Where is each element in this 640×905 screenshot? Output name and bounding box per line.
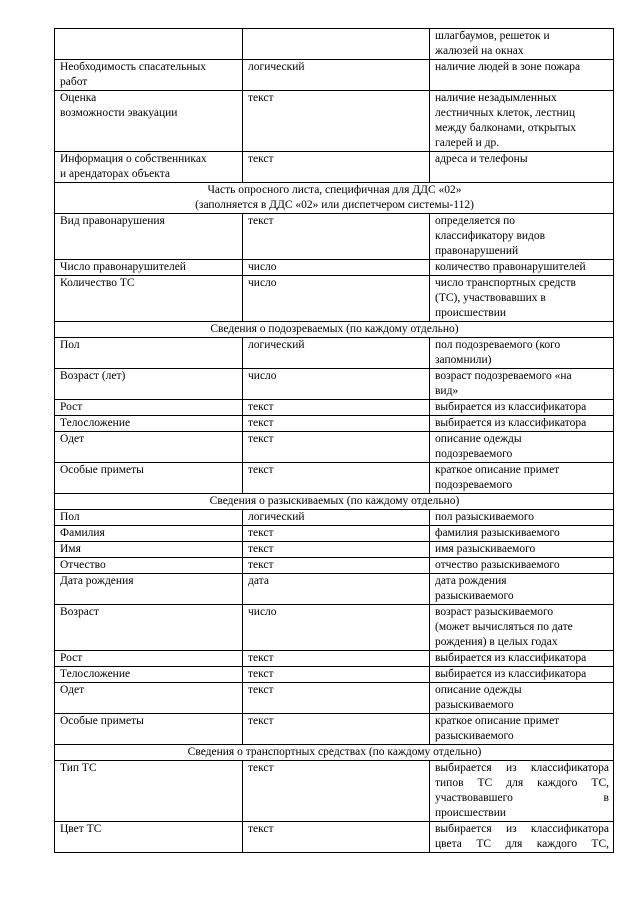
field-type-cell [243,214,430,260]
field-name-text: Фамилия [60,527,105,539]
table-row [55,574,614,605]
field-type-text: текст [248,668,274,680]
table-row [55,761,614,822]
field-description-text: выбирается из классификатора [435,652,587,664]
field-type-cell [243,369,430,400]
field-description-text: описание одежды разыскиваемого [435,684,522,711]
field-type-cell [243,432,430,463]
field-name-cell [55,714,243,745]
field-name-text: Количество ТС [60,277,135,289]
field-description-text: адреса и телефоны [435,153,528,165]
field-description-text: пол подозреваемого (кого запомнили) [435,339,561,366]
field-name-cell [55,605,243,651]
table-row [55,369,614,400]
field-type-text: число [248,261,277,273]
field-type-text: логический [248,511,305,523]
field-description-text: число транспортных средств (ТС), участвовавших в происшествии [435,277,576,319]
table-row [55,338,614,369]
field-type-cell [243,761,430,822]
field-description-cell [430,214,614,260]
field-description-cell [430,714,614,745]
section-header [55,183,614,214]
field-name-cell [55,260,243,276]
field-type-text: текст [248,433,274,445]
field-type-text: текст [248,762,274,774]
field-description-text: возраст разыскиваемого (может вычисляться по дате рождения) в целых годах [435,606,573,648]
field-name-cell [55,510,243,526]
field-type-cell [243,683,430,714]
field-type-text: число [248,277,277,289]
field-type-text: логический [248,339,305,351]
field-name-cell [55,542,243,558]
field-description-text: выбирается из классификатора типов ТС для каждого ТС, участвовавшего в происшествии [435,762,609,819]
field-type-cell [243,29,430,60]
table-row [55,542,614,558]
field-description-cell [430,400,614,416]
field-type-cell [243,152,430,183]
field-description-cell [430,91,614,152]
field-description-text: выбирается из классификатора [435,417,587,429]
field-name-cell [55,214,243,260]
section-header-text: Сведения о транспортных средствах (по каждому отдельно) [187,746,482,758]
field-type-cell [243,558,430,574]
field-type-cell [243,91,430,152]
field-name-cell [55,667,243,683]
field-name-text: Рост [60,652,83,664]
field-name-text: Число правонарушителей [60,261,186,273]
field-type-text: текст [248,715,274,727]
field-description-text: определяется по классификатору видов правонарушений [435,215,546,257]
field-name-cell [55,338,243,369]
field-name-text: Одет [60,684,85,696]
field-name-cell [55,463,243,494]
field-description-text: количество правонарушителей [435,261,586,273]
field-description-text: наличие людей в зоне пожара [435,61,581,73]
field-type-text: дата [248,575,269,587]
field-type-cell [243,510,430,526]
field-description-cell [430,651,614,667]
field-name-cell [55,683,243,714]
field-type-text: текст [248,464,274,476]
field-name-cell [55,822,243,853]
table-row [55,276,614,322]
field-type-text: текст [248,215,274,227]
field-name-cell [55,526,243,542]
table-row [55,822,614,853]
field-name-text: Имя [60,543,81,555]
questionnaire-table-body [55,29,614,853]
section-header-text: Сведения о подозреваемых (по каждому отдельно) [210,323,459,335]
field-description-text: пол разыскиваемого [435,511,535,523]
table-row [55,91,614,152]
section-header-row [55,494,614,510]
field-description-text: выбирается из классификатора [435,668,587,680]
field-type-cell [243,526,430,542]
field-name-text: Возраст (лет) [60,370,126,382]
field-name-cell [55,369,243,400]
field-description-cell [430,574,614,605]
field-type-cell [243,574,430,605]
field-type-text: текст [248,153,274,165]
table-row [55,260,614,276]
table-row [55,683,614,714]
field-description-cell [430,463,614,494]
field-name-text: Особые приметы [60,464,144,476]
table-row [55,510,614,526]
field-description-cell [430,260,614,276]
table-row [55,416,614,432]
field-type-cell [243,605,430,651]
field-description-text: дата рождения разыскиваемого [435,575,514,602]
table-row [55,463,614,494]
table-row [55,432,614,463]
field-name-cell [55,60,243,91]
field-name-text: Одет [60,433,85,445]
field-type-cell [243,542,430,558]
field-type-cell [243,463,430,494]
field-name-text: Оценка возможности эвакуации [60,92,178,119]
field-type-cell [243,651,430,667]
field-type-text: текст [248,559,274,571]
field-name-text: Телосложение [60,668,131,680]
field-description-cell [430,526,614,542]
field-name-cell [55,152,243,183]
field-name-text: Необходимость спасательных работ [60,61,207,88]
field-description-cell [430,683,614,714]
field-type-text: текст [248,823,274,835]
field-type-text: логический [248,61,305,73]
field-description-cell [430,667,614,683]
field-description-text: выбирается из классификатора [435,401,587,413]
field-description-cell [430,338,614,369]
table-row [55,651,614,667]
field-description-cell [430,276,614,322]
field-type-text: число [248,370,277,382]
field-type-cell [243,714,430,745]
field-name-text: Тип ТС [60,762,97,774]
field-description-text: описание одежды подозреваемого [435,433,522,460]
table-row [55,214,614,260]
field-description-text: выбирается из классификатора цвета ТС для каждого ТС, [435,823,609,850]
field-description-text: краткое описание примет разыскиваемого [435,715,560,742]
field-name-text: Возраст [60,606,99,618]
field-description-text: возраст подозреваемого «на вид» [435,370,572,397]
field-name-text: Особые приметы [60,715,144,727]
section-header-row [55,322,614,338]
field-type-cell [243,400,430,416]
table-row [55,400,614,416]
field-name-cell [55,416,243,432]
field-description-text: фамилия разыскиваемого [435,527,560,539]
field-name-text: Вид правонарушения [60,215,165,227]
field-type-text: текст [248,401,274,413]
field-type-text: текст [248,652,274,664]
field-name-cell [55,91,243,152]
field-name-cell [55,761,243,822]
field-type-text: текст [248,543,274,555]
table-row [55,152,614,183]
field-name-text: Рост [60,401,83,413]
field-name-text: Информация о собственниках и арендаторах объекта [60,153,207,180]
field-type-text: текст [248,417,274,429]
field-name-cell [55,651,243,667]
field-name-cell [55,558,243,574]
field-name-text: Цвет ТС [60,823,102,835]
field-description-cell [430,432,614,463]
field-type-cell [243,416,430,432]
field-type-text: текст [248,527,274,539]
field-description-cell [430,510,614,526]
section-header [55,322,614,338]
field-description-text: имя разыскиваемого [435,543,536,555]
section-header-text: Сведения о разыскиваемых (по каждому отдельно) [209,495,460,507]
field-type-cell [243,338,430,369]
field-name-cell [55,574,243,605]
field-description-text: краткое описание примет подозреваемого [435,464,560,491]
field-name-text: Пол [60,339,80,351]
field-type-text: текст [248,92,274,104]
table-row [55,60,614,91]
table-row [55,714,614,745]
field-name-cell [55,400,243,416]
field-description-text: шлагбаумов, решеток и жалюзей на окнах [435,30,550,57]
table-row [55,667,614,683]
field-type-text: текст [248,684,274,696]
field-description-cell [430,761,614,822]
table-row [55,526,614,542]
field-name-text: Телосложение [60,417,131,429]
table-row [55,29,614,60]
field-description-text: наличие незадымленных лестничных клеток, лестниц между балконами, открытых галерей и др. [435,92,576,149]
field-name-text: Пол [60,511,80,523]
field-name-cell [55,276,243,322]
field-name-text: Дата рождения [60,575,134,587]
field-type-cell [243,276,430,322]
field-type-text: число [248,606,277,618]
field-description-cell [430,60,614,91]
section-header [55,745,614,761]
field-description-cell [430,369,614,400]
field-type-cell [243,667,430,683]
field-name-cell [55,432,243,463]
field-type-cell [243,260,430,276]
field-type-cell [243,60,430,91]
field-description-text: отчество разыскиваемого [435,559,560,571]
field-description-cell [430,605,614,651]
questionnaire-table [54,28,614,853]
field-description-cell [430,822,614,853]
table-row [55,558,614,574]
section-header [55,494,614,510]
field-description-cell [430,29,614,60]
field-description-cell [430,152,614,183]
field-description-cell [430,542,614,558]
field-description-cell [430,558,614,574]
section-header-text: Часть опросного листа, специфичная для ДДС «02» (заполняется в ДДС «02» или диспетчером системы-112) [195,184,474,211]
section-header-row [55,745,614,761]
table-row [55,605,614,651]
field-type-cell [243,822,430,853]
field-name-text: Отчество [60,559,106,571]
field-name-cell [55,29,243,60]
field-description-cell [430,416,614,432]
section-header-row [55,183,614,214]
